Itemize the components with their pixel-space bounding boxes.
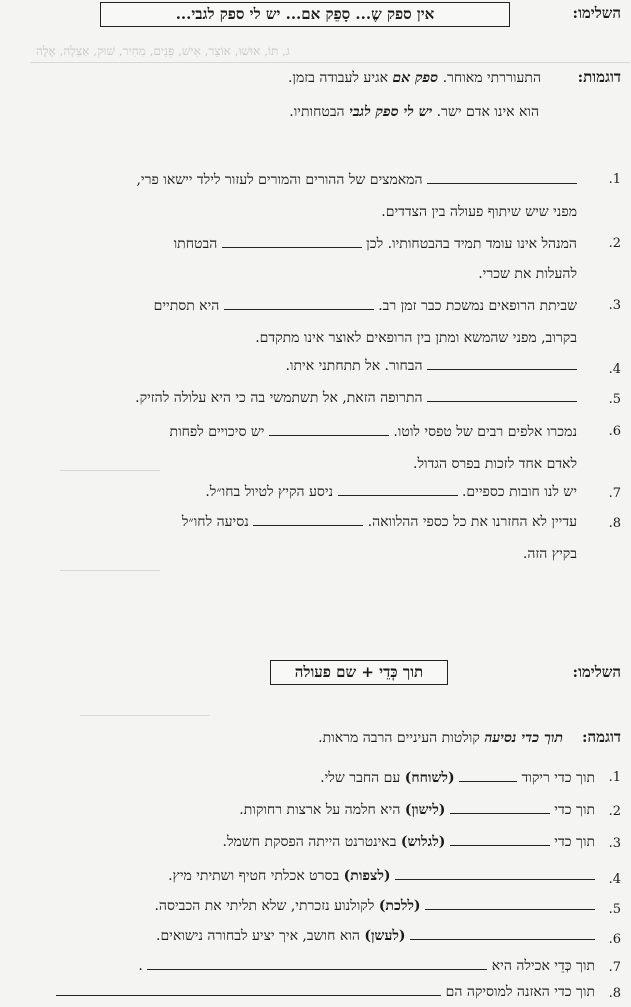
item-1-line-2: מפני שיש שיתוף פעולה בין הצדדים.: [381, 204, 577, 220]
example-label: דוגמה:: [581, 728, 621, 746]
item-number: 7.: [608, 486, 621, 501]
s2-item-3: תוך כדי (לגלוש) באינטרנט הייתה הפסקת חשמל.: [222, 834, 595, 850]
section2-example: תוך כדי נסיעה קולטות העיניים הרבה מראות.: [318, 730, 563, 746]
item-3-line-2: בקרוב, מפני שהמשא ומתן בין הרופאים לאוצר אינו מתקדם.: [255, 330, 577, 346]
item-8-line-1: עדיין לא החזרנו את כל כספי ההלוואה. נסיעה לחו״ל: [181, 514, 577, 530]
answer-blank[interactable]: [147, 969, 487, 970]
item-number: 4.: [608, 872, 621, 887]
answer-blank[interactable]: [427, 401, 577, 402]
item-1-line-1: המאמצים של ההורים והמורים לעזור לילד יישאו פרי,: [136, 172, 577, 189]
answer-blank[interactable]: [450, 845, 550, 846]
answer-blank[interactable]: [459, 781, 517, 782]
item-number: 2.: [608, 804, 621, 819]
bleed-rule: [60, 570, 160, 571]
s2-item-1: תוך כדי ריקוד (לשוחח) עם החבר שלי.: [320, 770, 595, 786]
item-number: 3.: [608, 836, 621, 851]
item-number: 5.: [608, 902, 621, 917]
example-2: הוא אינו אדם ישר. יש לי ספק לגבי הבטחותיו.: [289, 104, 539, 120]
answer-blank[interactable]: [427, 183, 577, 184]
section1-header-box: אין ספק שֶ... סָפֵק אם... יש לי ספק לגבי...: [100, 2, 510, 27]
example-1: התעוררתי מאוחר. ספק אם אגיע לעבודה בזמן.: [287, 70, 541, 86]
section2-header-box: תוך כְּדֵי + שם פעולה: [270, 660, 448, 685]
item-number: 3.: [608, 298, 621, 313]
section2-example-emph: תוך כדי נסיעה: [484, 730, 563, 746]
answer-blank[interactable]: [224, 309, 374, 310]
item-number: 2.: [608, 236, 621, 251]
item-6-line-2: לאדם אחד לזכות בפרס הגדול.: [413, 456, 577, 472]
item-number: 1.: [608, 172, 621, 187]
item-number: 6.: [608, 932, 621, 947]
item-6-line-1: נמכרו אלפים רבים של טפסי לוטו. יש סיכויים לפחות: [169, 424, 577, 440]
item-4-line-1: הבחור. אל תתחתני איתו.: [285, 358, 577, 375]
item-8-line-2: בקיץ הזה.: [522, 546, 577, 562]
answer-blank[interactable]: [395, 879, 595, 880]
s2-item-5: (ללכת) לקולנוע נזכרתי, שלא תליתי את הכביסה.: [154, 898, 595, 915]
item-number: 7.: [608, 960, 621, 975]
example-2-emph: יש לי ספק לגבי: [349, 104, 433, 120]
bleed-rule: [60, 470, 160, 471]
answer-blank[interactable]: [450, 813, 550, 814]
item-number: 8.: [608, 986, 621, 1001]
example-1-emph: ספק אם: [392, 70, 439, 86]
answer-blank[interactable]: [427, 369, 577, 370]
item-5-line-1: התרופה הזאת, אל תשתמשי בה כי היא עלולה להזיק.: [135, 390, 577, 407]
item-number: 4.: [608, 362, 621, 377]
s2-item-7: תוך כְּדֵי אכילה היא .: [138, 958, 595, 974]
answer-blank[interactable]: [410, 939, 595, 940]
answer-blank[interactable]: [269, 435, 389, 436]
s2-item-8: תוך כדי האזנה למוסיקה הם: [56, 984, 595, 1001]
item-number: 5.: [608, 392, 621, 407]
answer-blank[interactable]: [425, 909, 595, 910]
s2-item-2: תוך כדי (לישון) היא חלמה על ארצות רחוקות.: [239, 802, 595, 818]
section1-label: השלימו:: [572, 4, 621, 22]
item-7-line-1: יש לנו חובות כספיים. ניסע הקיץ לטיול בחו״ל.: [205, 484, 577, 500]
item-number: 6.: [608, 424, 621, 439]
answer-blank[interactable]: [56, 995, 441, 996]
item-2-line-2: להעלות את שכרי.: [478, 266, 577, 282]
answer-blank[interactable]: [222, 247, 362, 248]
bleed-text: ג, תּוֹ, אוּשׁוּ, אוֹצֵר, אִישׁ, פְּנִים, מִחִיר, שׁוּק, אַצְלָה, אָלָה: [36, 44, 290, 58]
item-3-line-1: שביתת הרופאים נמשכת כבר זמן רב. היא תסתיים: [153, 298, 577, 314]
item-number: 1.: [608, 770, 621, 785]
item-number: 8.: [608, 516, 621, 531]
section2-label: השלימו:: [572, 663, 621, 681]
s2-item-4: (לצפות) בסרט אכלתי חטיף ושתיתי מיץ.: [168, 868, 595, 885]
bleed-rule: [80, 715, 210, 716]
answer-blank[interactable]: [338, 495, 458, 496]
answer-blank[interactable]: [253, 525, 363, 526]
examples-label: דוגמות:: [577, 68, 621, 86]
item-2-line-1: המנהל אינו עומד תמיד בהבטחותיו. לכן הבטחתו: [173, 236, 577, 252]
s2-item-6: (לעשן) הוא חושב, איך יציע לבחורה נישואים.: [156, 928, 595, 945]
bleed-rule: [30, 62, 630, 63]
